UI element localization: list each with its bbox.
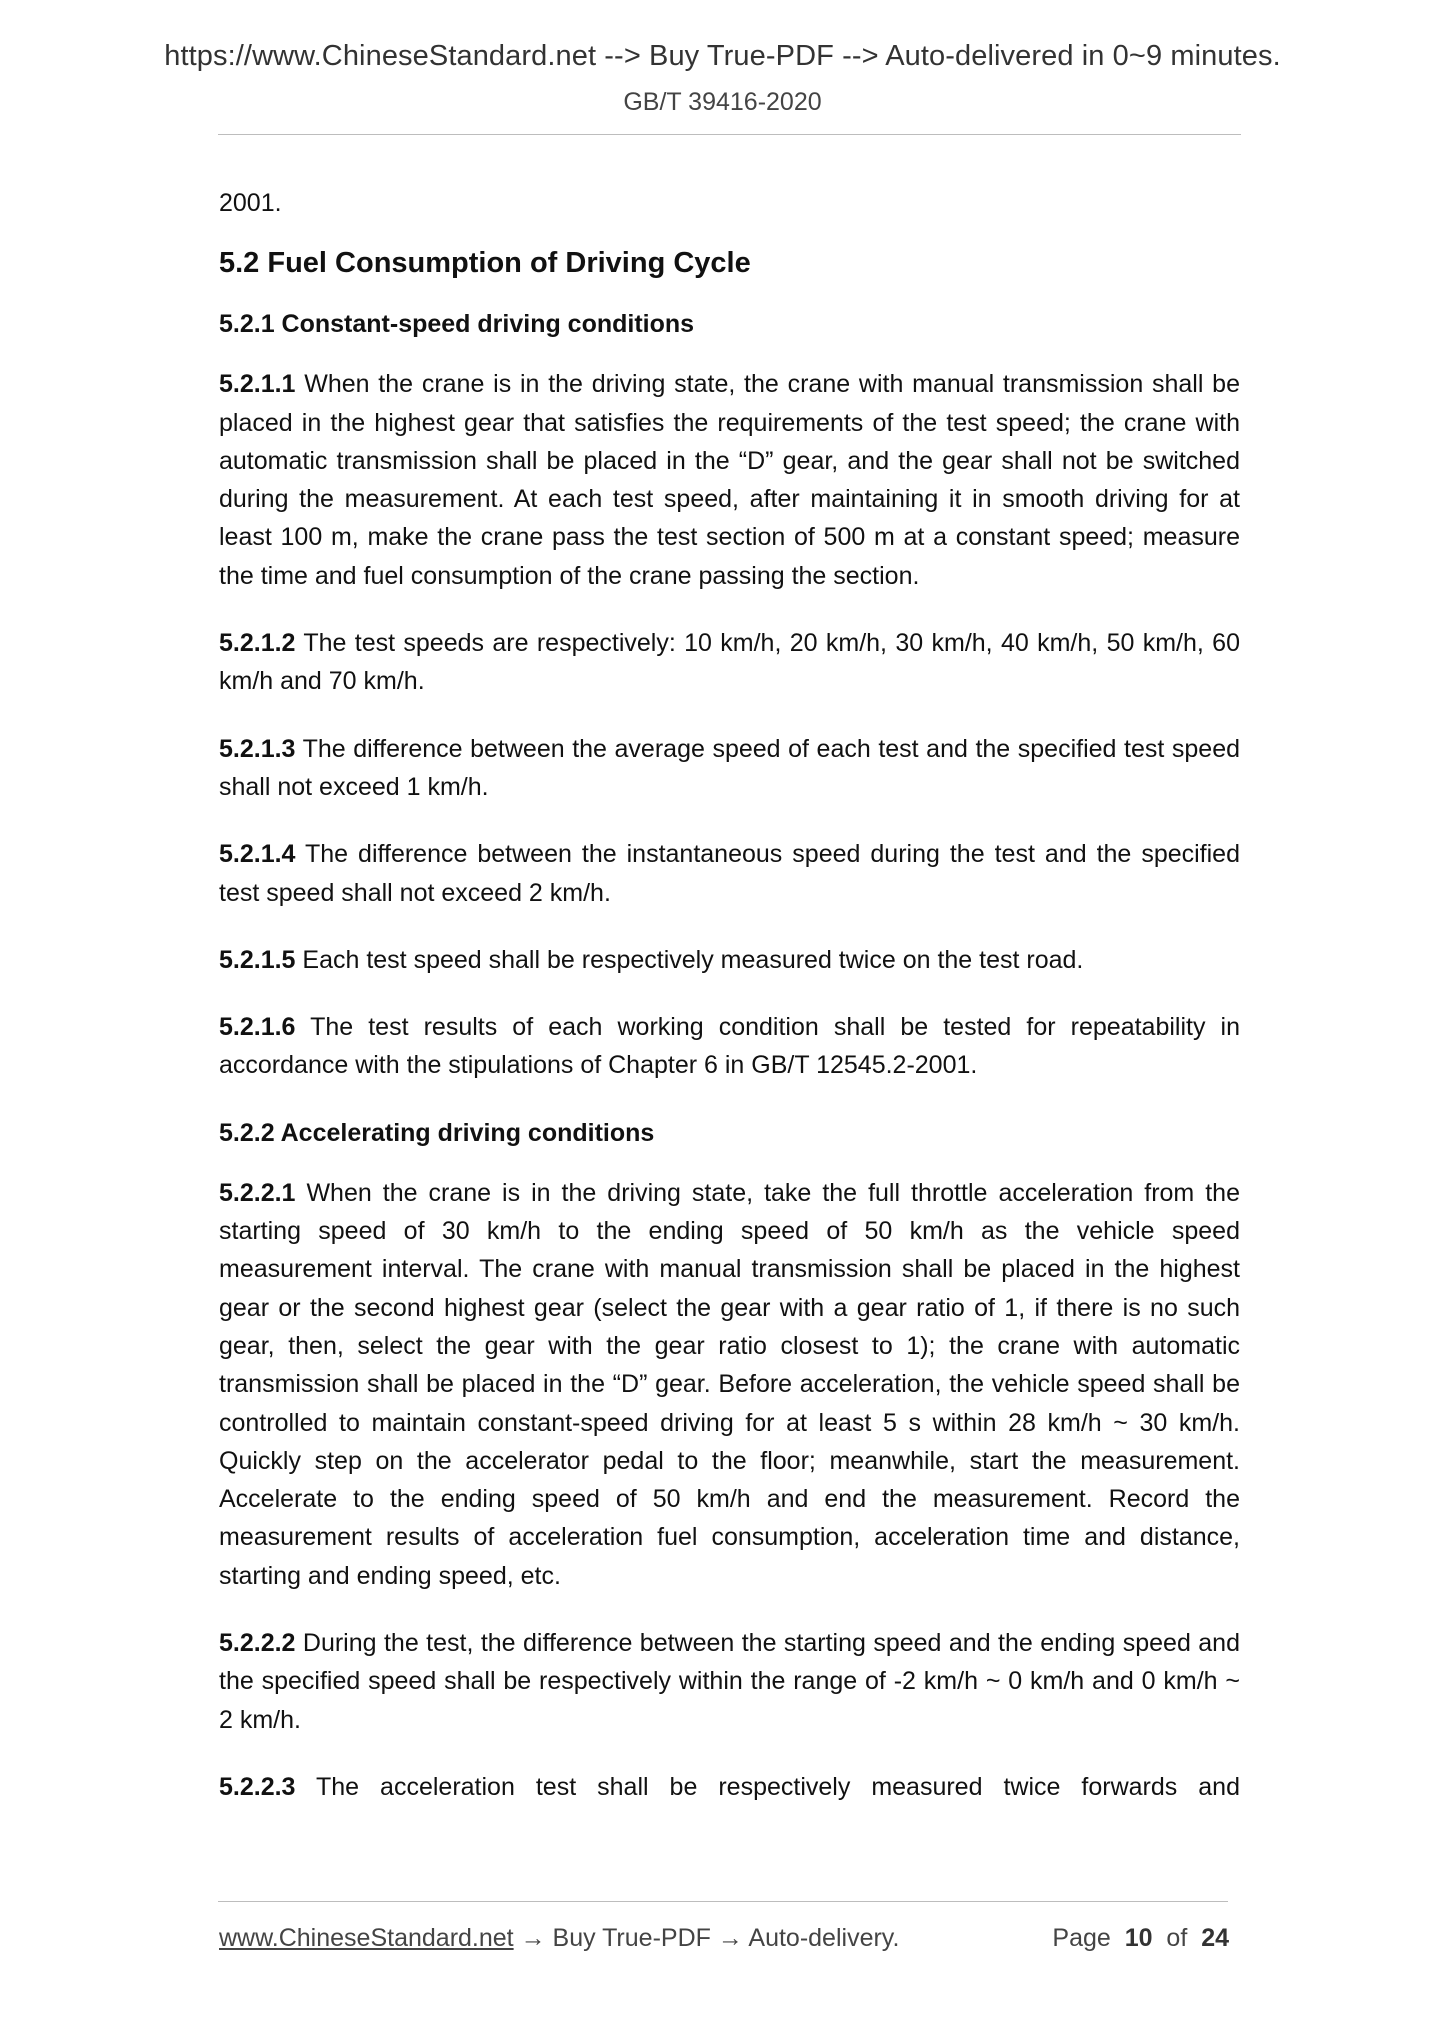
clause-number: 5.2.1.4: [219, 840, 296, 869]
clause-5-2-1-3: [219, 730, 1240, 807]
clause-number: 5.2.1.2: [219, 629, 296, 658]
clause-text: The test results of each working condition shall be tested for repeatability in accordance with the stipulations of Chapter 6 in GB/T 12545.2-2001.: [219, 1013, 1240, 1080]
page-footer: [219, 1922, 1229, 1954]
clause-number: 5.2.1.1: [219, 370, 296, 399]
page-indicator: [1052, 1922, 1229, 1954]
clause-number: 5.2.1.3: [219, 734, 296, 763]
clause-text: During the test, the difference between the starting speed and the ending speed and the specified speed shall be respectively within the range of -2 km/h ~ 0 km/h and 0 km/h ~ 2 km/h.: [219, 1629, 1240, 1734]
clause-5-2-1-6: [219, 1008, 1240, 1085]
document-body: [219, 184, 1240, 1835]
section-heading-5-2-2: 5.2.2 Accelerating driving conditions: [219, 1118, 655, 1147]
clause-text: The acceleration test shall be respectively measured twice forwards and: [295, 1772, 1240, 1801]
site-link[interactable]: www.ChineseStandard.net: [219, 1924, 514, 1952]
clause-5-2-1-5: [219, 941, 1240, 979]
continued-text: 2001.: [219, 189, 282, 217]
footer-divider: [218, 1901, 1228, 1902]
page-label: Page: [1052, 1924, 1111, 1952]
clause-text: When the crane is in the driving state, the crane with manual transmission shall be placed in the highest gear that satisfies the requirements of the test speed; the crane with automatic transmission shall be placed in the “D” gear, and the gear shall not be switched during the measurement. At each test speed, after maintaining it in smooth driving for at least 100 m, make the crane pass the test section of 500 m at a constant speed; measure the time and fuel consumption of the crane passing the section.: [219, 370, 1240, 590]
standard-code: GB/T 39416-2020: [623, 88, 822, 116]
clause-text: The difference between the instantaneous speed during the test and the specified test speed shall not exceed 2 km/h.: [219, 840, 1240, 907]
clause-number: 5.2.2.3: [219, 1772, 296, 1801]
clause-text: Each test speed shall be respectively measured twice on the test road.: [295, 945, 1084, 974]
clause-5-2-2-1: [219, 1174, 1240, 1595]
page-total: 24: [1201, 1924, 1229, 1952]
clause-text: When the crane is in the driving state, take the full throttle acceleration from the starting speed of 30 km/h to the ending speed of 50 km/h as the vehicle speed measurement interval. The crane with manual transmission shall be placed in the highest gear or the second highest gear (select the gear with a gear ratio of 1, if there is no such gear, then, select the gear with the gear ratio closest to 1); the crane with automatic transmission shall be placed in the “D” gear. Before acceleration, the vehicle speed shall be controlled to maintain constant-speed driving for at least 5 s within 28 km/h ~ 30 km/h. Quickly step on the accelerator pedal to the floor; meanwhile, start the measurement. Accelerate to the ending speed of 50 km/h and end the measurement. Record the measurement results of acceleration fuel consumption, acceleration time and distance, starting and ending speed, etc.: [219, 1178, 1240, 1590]
clause-number: 5.2.2.1: [219, 1178, 296, 1207]
clause-text: The difference between the average speed of each test and the specified test speed shall not exceed 1 km/h.: [219, 734, 1240, 801]
clause-5-2-1-2: [219, 624, 1240, 701]
section-heading-5-2-1: 5.2.1 Constant-speed driving conditions: [219, 310, 695, 339]
clause-5-2-2-3: [219, 1768, 1240, 1806]
clause-5-2-1-1: [219, 365, 1240, 595]
clause-text: The test speeds are respectively: 10 km/h, 20 km/h, 30 km/h, 40 km/h, 50 km/h, 60 km/h and 70 km/h.: [219, 629, 1240, 696]
clause-5-2-2-2: [219, 1624, 1240, 1739]
header-divider: [218, 134, 1241, 135]
clause-number: 5.2.1.6: [219, 1013, 296, 1042]
footer-tagline: → Buy True-PDF → Auto-delivery.: [513, 1924, 900, 1952]
section-heading-5-2: 5.2 Fuel Consumption of Driving Cycle: [219, 247, 751, 280]
clause-number: 5.2.1.5: [219, 945, 296, 974]
page-current: 10: [1124, 1924, 1153, 1952]
site-banner: https://www.ChineseStandard.net --> Buy True-PDF --> Auto-delivered in 0~9 minutes.: [164, 40, 1281, 72]
clause-5-2-1-4: [219, 835, 1240, 912]
of-label: of: [1166, 1924, 1188, 1952]
clause-number: 5.2.2.2: [219, 1629, 296, 1658]
